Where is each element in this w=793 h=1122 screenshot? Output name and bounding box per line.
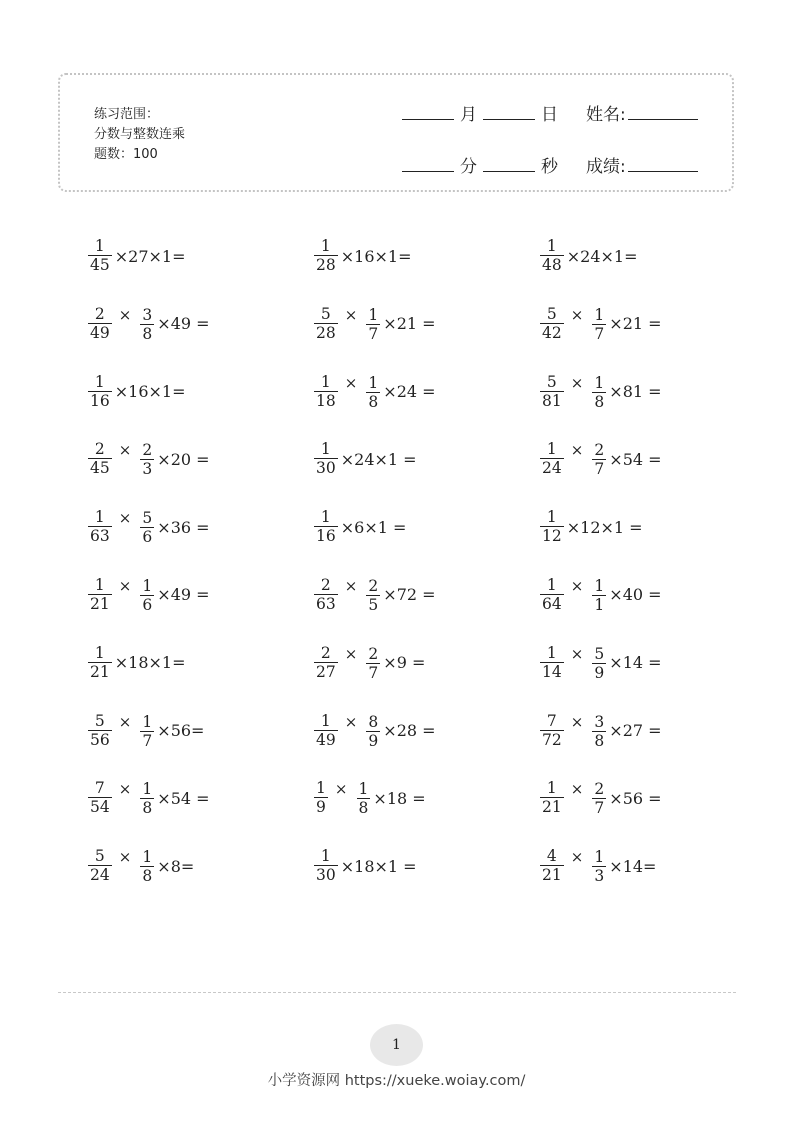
fraction-1: [540, 577, 564, 613]
denominator: 8: [368, 392, 379, 411]
expression-tail: ×40 =: [609, 585, 662, 605]
expression-tail: ×20 =: [157, 449, 210, 469]
math-problem: [314, 232, 540, 280]
fraction-2: [592, 578, 606, 614]
fraction-1: [540, 238, 564, 274]
denominator: 24: [90, 866, 110, 885]
expression-tail: ×9 =: [383, 653, 426, 673]
name-label: 姓名:: [586, 105, 626, 125]
expression-tail: ×16×1=: [114, 382, 186, 402]
multiply-sign: ×: [118, 576, 132, 595]
math-problem: [540, 774, 766, 822]
range-value: 分数与整数连乘: [94, 127, 186, 142]
worksheet-header: [58, 73, 734, 192]
denominator: 56: [90, 730, 110, 749]
denominator: 42: [542, 323, 562, 342]
fraction-1: [540, 306, 564, 342]
numerator: 1: [546, 779, 557, 798]
math-problem: [88, 707, 314, 755]
denominator: 7: [594, 460, 605, 479]
numerator: 2: [320, 575, 331, 594]
denominator: 30: [316, 866, 336, 885]
fraction-1: [314, 645, 338, 681]
fraction-1: [314, 577, 338, 613]
second-blank[interactable]: [483, 170, 535, 172]
fraction-1: [88, 645, 112, 681]
denominator: 8: [142, 867, 153, 886]
fraction-2: [140, 714, 154, 750]
denominator: 8: [142, 324, 153, 343]
fraction-1: [314, 713, 338, 749]
fraction-2: [140, 781, 154, 817]
numerator: 1: [142, 848, 153, 867]
math-problem: [314, 842, 540, 890]
denominator: 48: [542, 256, 562, 274]
fraction-1: [540, 645, 564, 681]
numerator: 5: [94, 711, 105, 730]
numerator: 1: [368, 373, 379, 392]
name-blank[interactable]: [628, 118, 698, 120]
expression-tail: ×28 =: [383, 721, 436, 741]
fraction-1: [314, 238, 338, 274]
denominator: 8: [358, 799, 369, 818]
denominator: 3: [142, 460, 153, 479]
denominator: 9: [594, 663, 605, 682]
numerator: 5: [142, 509, 153, 528]
fraction-1: [88, 441, 112, 477]
fraction-2: [366, 646, 380, 682]
fraction-1: [540, 441, 564, 477]
site-footer: 小学资源网 https://xueke.woiay.com/: [267, 1073, 526, 1089]
multiply-sign: ×: [570, 373, 584, 392]
fraction-1: [314, 374, 338, 410]
fraction-1: [88, 306, 112, 342]
numerator: 1: [320, 237, 331, 255]
math-problem: [540, 842, 766, 890]
numerator: 3: [594, 712, 605, 731]
expression-tail: ×56=: [157, 721, 205, 741]
denominator: 30: [316, 459, 336, 478]
denominator: 64: [542, 594, 562, 613]
multiply-sign: ×: [344, 373, 358, 392]
fraction-1: [314, 848, 338, 884]
denominator: 72: [542, 730, 562, 749]
numerator: 2: [594, 780, 605, 799]
numerator: 1: [320, 711, 331, 730]
fraction-2: [592, 646, 606, 682]
denominator: 28: [316, 256, 336, 274]
denominator: 7: [368, 324, 379, 343]
multiply-sign: ×: [344, 644, 358, 663]
month-label: 月: [460, 105, 477, 125]
math-problem: [540, 300, 766, 348]
math-problem: [314, 368, 540, 416]
minute-blank[interactable]: [402, 170, 454, 172]
exercise-info: [94, 105, 185, 165]
denominator: 16: [316, 527, 336, 546]
fraction-2: [592, 714, 606, 750]
denominator: 49: [90, 323, 110, 342]
fraction-1: [314, 306, 338, 342]
numerator: 1: [320, 440, 331, 459]
fraction-2: [366, 307, 380, 343]
denominator: 8: [594, 731, 605, 750]
math-problem: [314, 774, 540, 822]
numerator: 1: [94, 508, 105, 527]
denominator: 21: [542, 798, 562, 817]
multiply-sign: ×: [118, 848, 132, 867]
denominator: 21: [542, 866, 562, 885]
math-problem: [540, 707, 766, 755]
multiply-sign: ×: [570, 780, 584, 799]
numerator: 8: [368, 712, 379, 731]
numerator: 1: [94, 372, 105, 391]
fraction-1: [540, 780, 564, 816]
denominator: 7: [142, 731, 153, 750]
day-blank[interactable]: [483, 118, 535, 120]
numerator: 5: [546, 372, 557, 391]
numerator: 1: [142, 712, 153, 731]
numerator: 1: [320, 508, 331, 527]
expression-tail: ×21 =: [609, 314, 662, 334]
numerator: 1: [94, 237, 105, 255]
denominator: 8: [594, 392, 605, 411]
fraction-2: [357, 781, 371, 817]
fraction-1: [88, 848, 112, 884]
score-blank[interactable]: [628, 170, 698, 172]
math-problem: [88, 639, 314, 687]
numerator: 1: [94, 575, 105, 594]
denominator: 1: [594, 595, 605, 614]
expression-tail: ×49 =: [157, 314, 210, 334]
fraction-1: [540, 848, 564, 884]
math-problem: [88, 774, 314, 822]
multiply-sign: ×: [570, 848, 584, 867]
denominator: 45: [90, 459, 110, 478]
multiply-sign: ×: [570, 644, 584, 663]
math-problem: [314, 435, 540, 483]
denominator: 7: [594, 799, 605, 818]
denominator: 3: [594, 867, 605, 886]
denominator: 49: [316, 730, 336, 749]
expression-tail: ×81 =: [609, 382, 662, 402]
multiply-sign: ×: [570, 712, 584, 731]
numerator: 1: [594, 576, 605, 595]
expression-tail: ×14=: [609, 856, 657, 876]
multiply-sign: ×: [344, 712, 358, 731]
month-blank[interactable]: [402, 118, 454, 120]
numerator: 2: [142, 441, 153, 460]
minute-label: 分: [460, 157, 477, 177]
expression-tail: ×18 =: [373, 788, 426, 808]
numerator: 1: [142, 780, 153, 799]
denominator: 16: [90, 391, 110, 410]
fraction-1: [314, 441, 338, 477]
fraction-2: [592, 307, 606, 343]
numerator: 5: [546, 304, 557, 323]
math-problem: [88, 368, 314, 416]
math-problem: [314, 707, 540, 755]
numerator: 1: [320, 847, 331, 866]
problem-grid: [88, 232, 768, 910]
math-problem: [540, 232, 766, 280]
denominator: 12: [542, 527, 562, 546]
fraction-1: [88, 780, 112, 816]
expression-tail: ×27×1=: [114, 246, 186, 266]
fraction-2: [592, 849, 606, 885]
expression-tail: ×24 =: [383, 382, 436, 402]
math-problem: [88, 842, 314, 890]
numerator: 1: [94, 643, 105, 662]
numerator: 2: [320, 643, 331, 662]
multiply-sign: ×: [570, 305, 584, 324]
score-label: 成绩:: [586, 157, 626, 177]
expression-tail: ×27 =: [609, 721, 662, 741]
numerator: 1: [142, 576, 153, 595]
fraction-1: [540, 509, 564, 545]
expression-tail: ×12×1 =: [566, 517, 643, 537]
denominator: 81: [542, 391, 562, 410]
denominator: 28: [316, 323, 336, 342]
fraction-1: [88, 713, 112, 749]
day-label: 日: [541, 105, 558, 125]
expression-tail: ×36 =: [157, 517, 210, 537]
fraction-2: [366, 578, 380, 614]
math-problem: [88, 503, 314, 551]
math-problem: [314, 503, 540, 551]
multiply-sign: ×: [118, 780, 132, 799]
fraction-2: [140, 307, 154, 343]
fraction-2: [592, 781, 606, 817]
fraction-1: [88, 577, 112, 613]
denominator: 21: [90, 662, 110, 681]
expression-tail: ×49 =: [157, 585, 210, 605]
fraction-2: [366, 714, 380, 750]
numerator: 1: [546, 575, 557, 594]
multiply-sign: ×: [570, 441, 584, 460]
expression-tail: ×24×1=: [566, 246, 638, 266]
numerator: 1: [368, 305, 379, 324]
numerator: 1: [546, 643, 557, 662]
numerator: 5: [594, 644, 605, 663]
second-label: 秒: [541, 157, 558, 177]
expression-tail: ×16×1=: [340, 246, 412, 266]
math-problem: [88, 571, 314, 619]
numerator: 1: [594, 848, 605, 867]
expression-tail: ×18×1=: [114, 653, 186, 673]
fraction-1: [540, 713, 564, 749]
student-fields: [402, 97, 708, 201]
denominator: 7: [368, 663, 379, 682]
multiply-sign: ×: [118, 441, 132, 460]
multiply-sign: ×: [344, 576, 358, 595]
date-name-row: [402, 97, 708, 125]
multiply-sign: ×: [118, 509, 132, 528]
math-problem: [314, 571, 540, 619]
fraction-1: [314, 780, 328, 816]
numerator: 2: [94, 304, 105, 323]
fraction-2: [140, 849, 154, 885]
numerator: 1: [316, 779, 326, 798]
fraction-2: [140, 578, 154, 614]
numerator: 7: [94, 779, 105, 798]
fraction-2: [592, 442, 606, 478]
math-problem: [88, 300, 314, 348]
fraction-1: [314, 509, 338, 545]
numerator: 2: [368, 644, 379, 663]
denominator: 9: [316, 798, 326, 817]
range-label: 练习范围：: [94, 107, 160, 122]
numerator: 2: [94, 440, 105, 459]
denominator: 24: [542, 459, 562, 478]
numerator: 5: [94, 847, 105, 866]
denominator: 6: [142, 595, 153, 614]
expression-tail: ×56 =: [609, 788, 662, 808]
math-problem: [540, 639, 766, 687]
denominator: 8: [142, 799, 153, 818]
math-problem: [314, 639, 540, 687]
expression-tail: ×14 =: [609, 653, 662, 673]
denominator: 27: [316, 662, 336, 681]
numerator: 1: [358, 780, 369, 799]
denominator: 54: [90, 798, 110, 817]
denominator: 7: [594, 324, 605, 343]
math-problem: [314, 300, 540, 348]
numerator: 1: [546, 237, 557, 255]
page-number: 1: [370, 1024, 423, 1066]
expression-tail: ×18×1 =: [340, 856, 417, 876]
numerator: 1: [594, 373, 605, 392]
expression-tail: ×24×1 =: [340, 449, 417, 469]
fraction-1: [540, 374, 564, 410]
math-problem: [88, 435, 314, 483]
time-score-row: [402, 149, 708, 177]
multiply-sign: ×: [570, 576, 584, 595]
fraction-1: [88, 238, 112, 274]
denominator: 45: [90, 256, 110, 274]
denominator: 21: [90, 594, 110, 613]
expression-tail: ×72 =: [383, 585, 436, 605]
numerator: 1: [546, 508, 557, 527]
math-problem: [540, 503, 766, 551]
expression-tail: ×21 =: [383, 314, 436, 334]
numerator: 2: [594, 441, 605, 460]
fraction-1: [88, 374, 112, 410]
math-problem: [540, 571, 766, 619]
fraction-2: [366, 375, 380, 411]
math-problem: [540, 435, 766, 483]
expression-tail: ×8=: [157, 856, 195, 876]
numerator: 4: [546, 847, 557, 866]
denominator: 14: [542, 662, 562, 681]
numerator: 2: [368, 576, 379, 595]
problem-count: 题数：100: [94, 147, 158, 162]
numerator: 5: [320, 304, 331, 323]
numerator: 3: [142, 305, 153, 324]
denominator: 6: [142, 528, 153, 547]
footer-divider: [58, 992, 736, 993]
numerator: 7: [546, 711, 557, 730]
multiply-sign: ×: [344, 305, 358, 324]
fraction-2: [140, 442, 154, 478]
math-problem: [540, 368, 766, 416]
denominator: 18: [316, 391, 336, 410]
expression-tail: ×54 =: [609, 449, 662, 469]
numerator: 1: [546, 440, 557, 459]
denominator: 5: [368, 595, 379, 614]
expression-tail: ×6×1 =: [340, 517, 407, 537]
math-problem: [88, 232, 314, 280]
expression-tail: ×54 =: [157, 788, 210, 808]
fraction-2: [592, 375, 606, 411]
multiply-sign: ×: [118, 712, 132, 731]
numerator: 1: [320, 372, 331, 391]
denominator: 9: [368, 731, 379, 750]
multiply-sign: ×: [118, 305, 132, 324]
multiply-sign: ×: [334, 780, 348, 799]
denominator: 63: [316, 594, 336, 613]
denominator: 63: [90, 527, 110, 546]
numerator: 1: [594, 305, 605, 324]
fraction-1: [88, 509, 112, 545]
fraction-2: [140, 510, 154, 546]
